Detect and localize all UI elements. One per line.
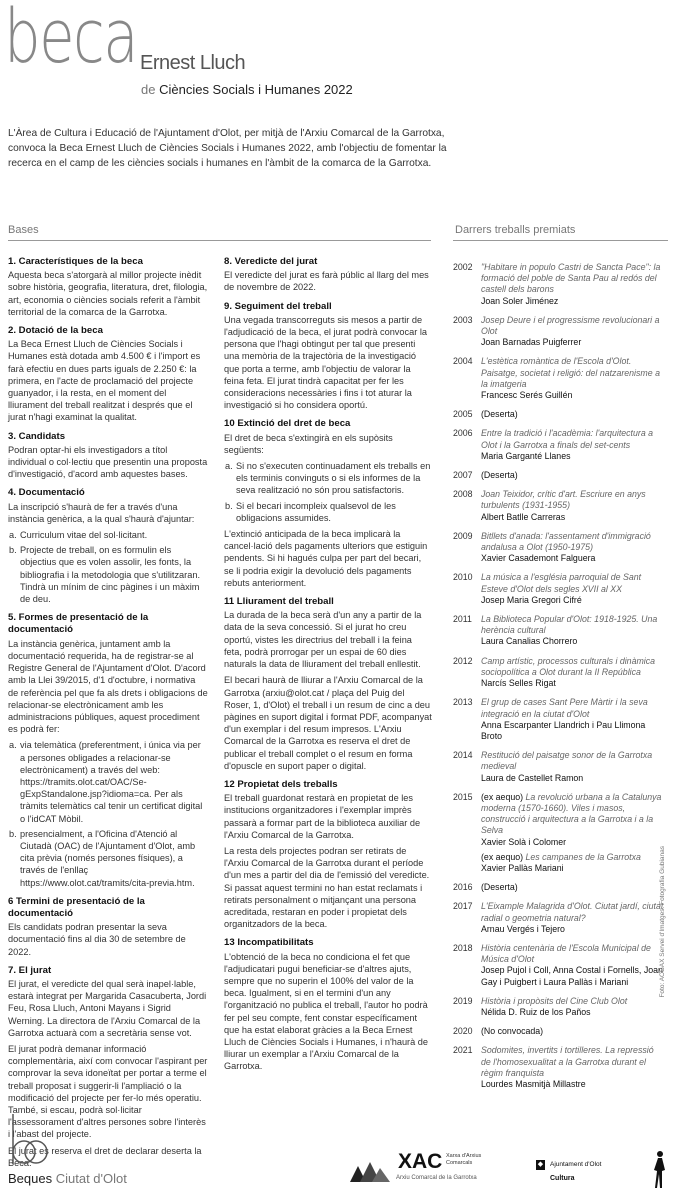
award-author: (Deserta)	[481, 470, 518, 481]
award-title-text: Història centenària de l'Escola Municipal de Música d'Olot	[481, 942, 651, 965]
award-author: Arnau Vergés i Tejero	[481, 923, 565, 934]
award-author: Narcís Selles Rigat	[481, 678, 556, 689]
section-title: 8. Veredicte del jurat	[224, 256, 318, 267]
list-marker: a.	[225, 461, 233, 472]
section-paragraph: Podran optar-hi els investigadors a títol individual o col·lectiu que presentin una proposta d'investigació, d'acord amb aquestes bases.	[8, 444, 208, 480]
award-body	[481, 1045, 665, 1090]
bases-section	[224, 301, 432, 412]
award-row	[453, 1026, 665, 1037]
award-title	[481, 656, 665, 678]
section-title: 3. Candidats	[8, 430, 66, 442]
beques-wordmark	[8, 1171, 127, 1186]
award-row	[453, 996, 665, 1018]
award-year: 2003	[453, 314, 473, 325]
section-title: 2. Dotació de la beca	[8, 325, 103, 337]
award-body	[481, 572, 665, 606]
award-entry	[481, 792, 665, 848]
award-row	[453, 750, 665, 784]
award-title-text: Joan Teixidor, crític d'art. Escriure en anys turbulents (1931-1955)	[481, 489, 646, 511]
section-title: 13 Incompatibilitats	[224, 937, 314, 949]
award-year: 2018	[453, 942, 473, 953]
award-row	[453, 901, 665, 935]
list-item	[9, 529, 208, 541]
bases-section	[224, 779, 432, 930]
award-title	[481, 1045, 665, 1079]
section-paragraph: La inscripció s'haurà de fer a través d'una instància genèrica, a la qual s'haurà d'ajuntar:	[8, 501, 195, 524]
award-entry	[481, 489, 665, 523]
bases-column-left	[8, 256, 208, 1176]
xac-logo: XAC	[398, 1150, 443, 1173]
award-title	[481, 315, 665, 337]
award-title	[481, 356, 665, 390]
award-title	[481, 697, 665, 719]
award-author: Xavier Solà i Colomer	[481, 836, 567, 847]
beques-logo-icon	[10, 1112, 50, 1173]
award-title-text: L'Eixample Malagrida d'Olot. Ciutat jardí, ciutat radial o geometria natural?	[481, 901, 664, 923]
list-text: Projecte de treball, on es formulin els objectius que es volen assolir, les fonts, la bibliografia i la metodologia que s'utilitzaran. Tindrà un mínim de cinc pàgines i un màxim de deu.	[20, 545, 200, 605]
award-title-text: Josep Deure i el progressisme revolucionari a Olot	[481, 314, 660, 337]
award-body	[481, 262, 665, 307]
award-title	[481, 996, 665, 1007]
section-list	[8, 529, 208, 605]
award-year: 2006	[453, 428, 473, 439]
section-title: 5. Formes de presentació de la documentació	[8, 612, 149, 636]
award-title-text: Sodomites, invertits i tortilleres. La repressió de l'homosexualitat a la Garrotxa durant el règim franquista	[481, 1045, 654, 1078]
award-entry	[481, 656, 665, 690]
bases-section	[8, 431, 208, 481]
award-title-text: L'estètica romàntica de l'Escola d'Olot. Paisatge, societat i religió: del natzarenisme a la imatgeria	[481, 356, 660, 389]
list-item	[9, 739, 208, 824]
award-title-text: Entre la tradició i l'acadèmia: l'arquitectura a Olot i la Garrotxa a finals del set-cents	[481, 428, 654, 450]
list-text: Si el becari incompleix qualsevol de les obligacions assumides.	[236, 500, 396, 523]
xac-emblem-icon	[348, 1158, 394, 1189]
award-prefix: (ex aequo)	[481, 791, 526, 802]
bases-section	[8, 896, 208, 958]
section-title: 4. Documentació	[8, 487, 85, 499]
award-author: Lourdes Masmitjà Millastre	[481, 1078, 586, 1089]
bases-section	[224, 418, 432, 589]
section-paragraph: La Beca Ernest Lluch de Ciències Socials i Humanes està dotada amb 4.500 € i l'import es farà efectiu en dues parts iguals de 2.250 €: la primera, en l'acte de proclamació del projecte guanyador, i la resta, en el moment del lliurament del treball realitzat i després que el jurat n'hagi examinat la qualitat.	[8, 339, 201, 423]
section-paragraph: Els candidats podran presentar la seva documentació fins al dia 30 de setembre de 2022.	[8, 922, 186, 957]
award-title-text: Història i propòsits del Cine Club Olot	[481, 995, 628, 1006]
bases-column-right	[224, 256, 432, 1080]
bases-divider	[8, 240, 431, 241]
award-author: (No convocada)	[481, 1026, 544, 1037]
award-title-text: La Biblioteca Popular d'Olot: 1918-1925. Una herència cultural	[481, 614, 658, 636]
bases-section	[8, 487, 208, 605]
xac-network-name: Xarxa d'Arxius Comarcals	[446, 1153, 482, 1166]
award-subtitle	[141, 82, 353, 97]
section-paragraph: L'obtenció de la beca no condiciona el fet que l'adjudicatari pugui beneficiar-se d'altres ajuts, sempre que no superin el 100% del valor de la beca. Igualment, si en el termini d'un any l'organització no publica el treball, l'autor ho podrà fer pel seu compte, fent constar específicament que ha estat elaborat gràcies a la Beca Ernest Lluch de Ciències Socials i Humanes, i n'haurà de lliurar un exemplar a l'Arxiu Comarcal de la Garrotxa.	[224, 951, 428, 1072]
award-title	[481, 901, 665, 923]
award-entry	[481, 750, 665, 784]
award-row	[453, 315, 665, 349]
award-prefix: (ex aequo)	[481, 851, 526, 862]
award-entry	[481, 697, 665, 742]
award-entry	[481, 882, 665, 893]
award-author: Francesc Serés Guillén	[481, 390, 573, 401]
award-row	[453, 792, 665, 874]
bases-section	[224, 596, 432, 772]
award-entry	[481, 852, 665, 874]
award-title	[481, 489, 665, 511]
award-row	[453, 262, 665, 307]
award-author: Joan Soler Jiménez	[481, 295, 559, 306]
award-body	[481, 315, 665, 349]
award-year: 2013	[453, 697, 473, 708]
award-year: 2012	[453, 655, 473, 666]
ciutat-label: Ciutat d'Olot	[55, 1171, 127, 1186]
award-entry	[481, 470, 665, 481]
section-title: 1. Característiques de la beca	[8, 256, 143, 267]
award-title	[481, 943, 665, 965]
section-list	[8, 739, 208, 888]
award-row	[453, 470, 665, 481]
list-marker: a.	[9, 740, 17, 751]
award-body	[481, 531, 665, 565]
award-entry	[481, 1045, 665, 1090]
section-title: 9. Seguiment del treball	[224, 300, 332, 312]
award-title	[481, 572, 665, 594]
award-entry	[481, 356, 665, 401]
photo-credit: Foto: ACGAX Servei d'Imatges. Fotografia Gubianas	[659, 846, 666, 998]
list-item	[225, 500, 432, 524]
award-body	[481, 489, 665, 523]
award-year: 2007	[453, 470, 473, 481]
bases-section	[8, 256, 208, 318]
award-body	[481, 750, 665, 784]
award-author: Joan Barnadas Puigferrer	[481, 337, 582, 348]
award-title-text: Les campanes de la Garrotxa	[525, 851, 641, 862]
award-title-text: La revolució urbana a la Catalunya moderna (1570-1660). Viles i masos, construcció i arquitectura a la Garrotxa i a la Selva	[481, 791, 662, 836]
list-text: via telemàtica (preferentment, i única via per a persones obligades a relacionar-se electrònicament) a través del web: https://tramits.olot.cat/OAC/Se-gExpStandalone.jsp?idioma=ca. Per als tràmits telemàtics cal tenir un certificat digital o l'idCAT Mòbil.	[20, 740, 203, 824]
award-title	[481, 852, 665, 863]
award-title	[481, 428, 665, 450]
award-author: Josep Pujol i Coll, Anna Costal i Fornells, Joan Gay i Puigbert i Laura Pallàs i Mariani	[481, 965, 663, 987]
list-marker: b.	[9, 828, 17, 839]
award-year: 2002	[453, 262, 473, 272]
award-title	[481, 262, 665, 296]
bases-section	[224, 256, 432, 294]
subtitle-prefix: de	[141, 82, 156, 97]
list-marker: b.	[225, 500, 233, 511]
award-author: Laura Canalias Chorrero	[481, 636, 578, 647]
olot-shield-icon: ◆	[537, 1161, 544, 1168]
award-year: 2017	[453, 901, 473, 912]
section-paragraph: El treball guardonat restarà en propietat de les institucions organitzadores i l'exemplar imprès passarà a formar part de la biblioteca auxiliar de l'Arxiu Comarcal de la Garrotxa.	[224, 793, 421, 840]
award-year: 2009	[453, 530, 473, 541]
list-text: Si no s'executen continuadament els treballs en els terminis convinguts o si els informes de la seva realització no són prou satisfactoris.	[236, 461, 431, 496]
award-entry	[481, 262, 665, 307]
award-title	[481, 531, 665, 553]
award-author: Anna Escarpanter Llandrich i Pau Llimona Broto	[481, 719, 646, 741]
section-paragraph: El dret de beca s'extingirà en els supòsits següents:	[224, 432, 393, 455]
section-title: 12 Propietat dels treballs	[224, 778, 338, 790]
award-row	[453, 943, 665, 988]
bases-section	[224, 937, 432, 1072]
award-entry	[481, 901, 665, 935]
section-paragraph: L'extinció anticipada de la beca implicarà la cancel·lació dels pagaments ulteriors que estiguin pendents. Si hi hagués culpa per part del becari, se li podria exigir la devolució dels pagaments rebuts anteriorment.	[224, 529, 428, 588]
award-row	[453, 489, 665, 523]
award-body	[481, 901, 665, 935]
award-body	[481, 470, 665, 481]
section-paragraph: La instància genèrica, juntament amb la documentació requerida, ha de registrar-se al Registre General de l'Ajuntament d'Olot. D'acord amb la Llei 39/2015, d'1 d'octubre, i normativa de referència pel que fa als drets i obligacions de relacionar-se electrònicament amb les administracions públiques, aquest procediment es podrà fer:	[8, 638, 208, 735]
list-text: presencialment, a l'Oficina d'Atenció al Ciutadà (OAC) de l'Ajuntament d'Olot, amb cita prèvia (només persones físiques), a través de l'enllaç https://www.olot.cat/tramits/cita-previa.htm.	[20, 828, 196, 888]
subtitle-text: Ciències Socials i Humanes 2022	[159, 82, 353, 97]
award-row	[453, 882, 665, 893]
award-author: Laura de Castellet Ramon	[481, 772, 584, 783]
award-entry	[481, 315, 665, 349]
award-body	[481, 697, 665, 742]
awards-divider	[453, 240, 668, 241]
figure-silhouette-icon	[653, 1150, 667, 1195]
award-body	[481, 1026, 665, 1037]
award-author: (Deserta)	[481, 882, 518, 893]
cultura-label: Cultura	[550, 1175, 575, 1182]
award-year: 2004	[453, 356, 473, 367]
award-title	[481, 792, 665, 837]
award-row	[453, 572, 665, 606]
section-title: 10 Extinció del dret de beca	[224, 418, 351, 430]
award-year: 2021	[453, 1045, 473, 1056]
list-item	[9, 544, 208, 605]
award-row	[453, 356, 665, 401]
award-author: Josep Maria Gregori Cifré	[481, 594, 582, 605]
award-entry	[481, 572, 665, 606]
awards-heading: Darrers treballs premiats	[455, 224, 576, 236]
award-body	[481, 882, 665, 893]
award-body	[481, 656, 665, 690]
section-paragraph: La durada de la beca serà d'un any a partir de la data de la seva concessió. Si el jurat ho creu oportú, vistes les directrius del treball i la feina feta, podrà prorrogar per un espai de 60 dies naturals la data de lliurament del treball enllestit.	[224, 610, 422, 670]
award-row	[453, 656, 665, 690]
ajuntament-label: Ajuntament d'Olot	[550, 1161, 602, 1168]
award-year: 2011	[453, 614, 472, 625]
award-title-text: Restitució del paisatge sonor de la Garrotxa medieval	[481, 750, 653, 772]
award-body	[481, 356, 665, 401]
section-title: 6 Termini de presentació de la documentació	[8, 895, 145, 919]
list-item	[225, 460, 432, 497]
bases-section	[8, 612, 208, 888]
section-paragraph: Una vegada transcorreguts sis mesos a partir de l'adjudicació de la beca, el jurat podrà convocar la persona que l'hagi obtingut per tal que presenti una memòria de la trajectòria de la investigació que porta a terme, amb l'objectiu de valorar la feina feta. El jurat tindrà capacitat per fer les consideracions necessàries i fins i tot aturar la investigació si ho considera oportú.	[224, 314, 427, 411]
award-title	[481, 750, 665, 772]
award-body	[481, 614, 665, 648]
award-title-text: Camp artístic, processos culturals i dinàmica sociopolítica a Olot durant la II República	[481, 655, 656, 677]
award-title-text: El grup de cases Sant Pere Màrtir i la seva integració en la ciutat d'Olot	[481, 697, 648, 719]
award-body	[481, 409, 665, 420]
awards-list	[453, 262, 665, 1098]
section-list	[224, 460, 432, 524]
award-year: 2010	[453, 572, 473, 583]
award-title-text: La música a l'església parroquial de Sant Esteve d'Olot dels segles XVII al XX	[481, 572, 642, 594]
section-title: 11 Lliurament del treball	[224, 596, 334, 608]
list-marker: b.	[9, 545, 17, 556]
award-author: Xavier Pallàs Mariani	[481, 862, 564, 873]
award-year: 2015	[453, 791, 473, 802]
award-year: 2020	[453, 1026, 473, 1037]
list-marker: a.	[9, 530, 17, 541]
award-entry	[481, 428, 665, 462]
award-year: 2014	[453, 750, 473, 761]
award-body	[481, 428, 665, 462]
award-author: Albert Batlle Carreras	[481, 511, 566, 522]
award-body	[481, 943, 665, 988]
beques-label: Beques	[8, 1171, 53, 1186]
award-name: Ernest Lluch	[140, 52, 246, 74]
award-title	[481, 614, 665, 636]
award-row	[453, 697, 665, 742]
award-year: 2008	[453, 489, 473, 500]
section-paragraph: La resta dels projectes podran ser retirats de l'Arxiu Comarcal de la Garrotxa durant el període d'un mes a partir del dia de l'emissió del veredicte. Si passat aquest termini no han estat reclamats i retirats personalment o mitjançant una persona acreditada, restaran en poder i propietat dels organitzadors de la beca.	[224, 845, 430, 930]
award-author: Nélida D. Ruiz de los Paños	[481, 1006, 591, 1017]
award-title-text: "Habitare in populo Castri de Sancta Pace": la formació del poble de Santa Pau al redós del castell dels barons	[481, 262, 661, 295]
award-year: 2019	[453, 995, 473, 1006]
bases-heading: Bases	[8, 224, 39, 236]
award-author: Maria Garganté Llanes	[481, 450, 571, 461]
beca-logotype: beca	[4, 0, 138, 80]
award-author: (Deserta)	[481, 409, 518, 420]
award-year: 2005	[453, 409, 473, 420]
award-row	[453, 1045, 665, 1090]
section-paragraph: El veredicte del jurat es farà públic al llarg del mes de novembre de 2022.	[224, 270, 429, 293]
section-paragraph: Aquesta beca s'atorgarà al millor projecte inèdit sobre història, geografia, literatura, dret, filologia, art, economia o ciències socials referit a l'àmbit territorial de la comarca de la Garrotxa.	[8, 270, 208, 317]
section-paragraph: El jurat es reserva el dret de declarar deserta la Beca.	[8, 1145, 202, 1168]
award-entry	[481, 1026, 665, 1037]
award-title-text: Bitllets d'anada: l'assentament d'immigració andalusa a Olot (1950-1975)	[481, 530, 651, 553]
award-row	[453, 531, 665, 565]
xac-archive-name: Arxiu Comarcal de la Garrotxa	[396, 1175, 477, 1181]
award-row	[453, 428, 665, 462]
award-body	[481, 792, 665, 874]
award-entry	[481, 531, 665, 565]
award-year: 2016	[453, 882, 473, 893]
section-paragraph: El jurat podrà demanar informació complementària, així com convocar l'aspirant per comprovar la seva idoneïtat per portar a terme el treball proposat i suggerir-li l'ampliació o la modificació del projecte per fer-lo més operatiu. També, si escau, podrà sol·licitar l'assessorament d'altres persones sobre l'interès i l'abast del projecte.	[8, 1043, 208, 1140]
section-paragraph: El becari haurà de lliurar a l'Arxiu Comarcal de la Garrotxa (arxiu@olot.cat / plaça del Puig del Roser, 1, d'Olot) el treball i un resum de cinc a deu pàgines en suport digital i format PDF, acompanyat d'un exemplar i del resum impresos. L'Arxiu Comarcal de la Garrotxa es reserva el dret de publicar el treball complet o el resum en forma d'opuscle en suport paper o digital.	[224, 675, 432, 771]
bases-section	[8, 325, 208, 424]
award-body	[481, 996, 665, 1018]
award-entry	[481, 614, 665, 648]
award-entry	[481, 409, 665, 420]
list-text: Curriculum vitae del sol·licitant.	[20, 530, 148, 541]
award-entry	[481, 996, 665, 1018]
award-author: Xavier Casademont Falguera	[481, 553, 596, 564]
intro-paragraph: L'Àrea de Cultura i Educació de l'Ajuntament d'Olot, per mitjà de l'Arxiu Comarcal de la Garrotxa, convoca la Beca Ernest Lluch de Ciències Socials i Humanes 2022, amb l'objectiu de fomentar la recerca en el camp de les ciències socials i humanes en l'àmbit de la comarca de la Garrotxa.	[8, 128, 447, 169]
section-title: 7. El jurat	[8, 964, 52, 976]
award-row	[453, 409, 665, 420]
section-paragraph: El jurat, el veredicte del qual serà inapel·lable, estarà integrat per Margarida Casacuberta, Jordi Feu, Rosa Lluch, Antoni Mayans i Sigrid Werning. La directora de l'Arxiu Comarcal de la Garrotxa actuarà com a secretària sense vot.	[8, 978, 207, 1038]
award-row	[453, 614, 665, 648]
award-entry	[481, 943, 665, 988]
list-item	[9, 828, 208, 889]
